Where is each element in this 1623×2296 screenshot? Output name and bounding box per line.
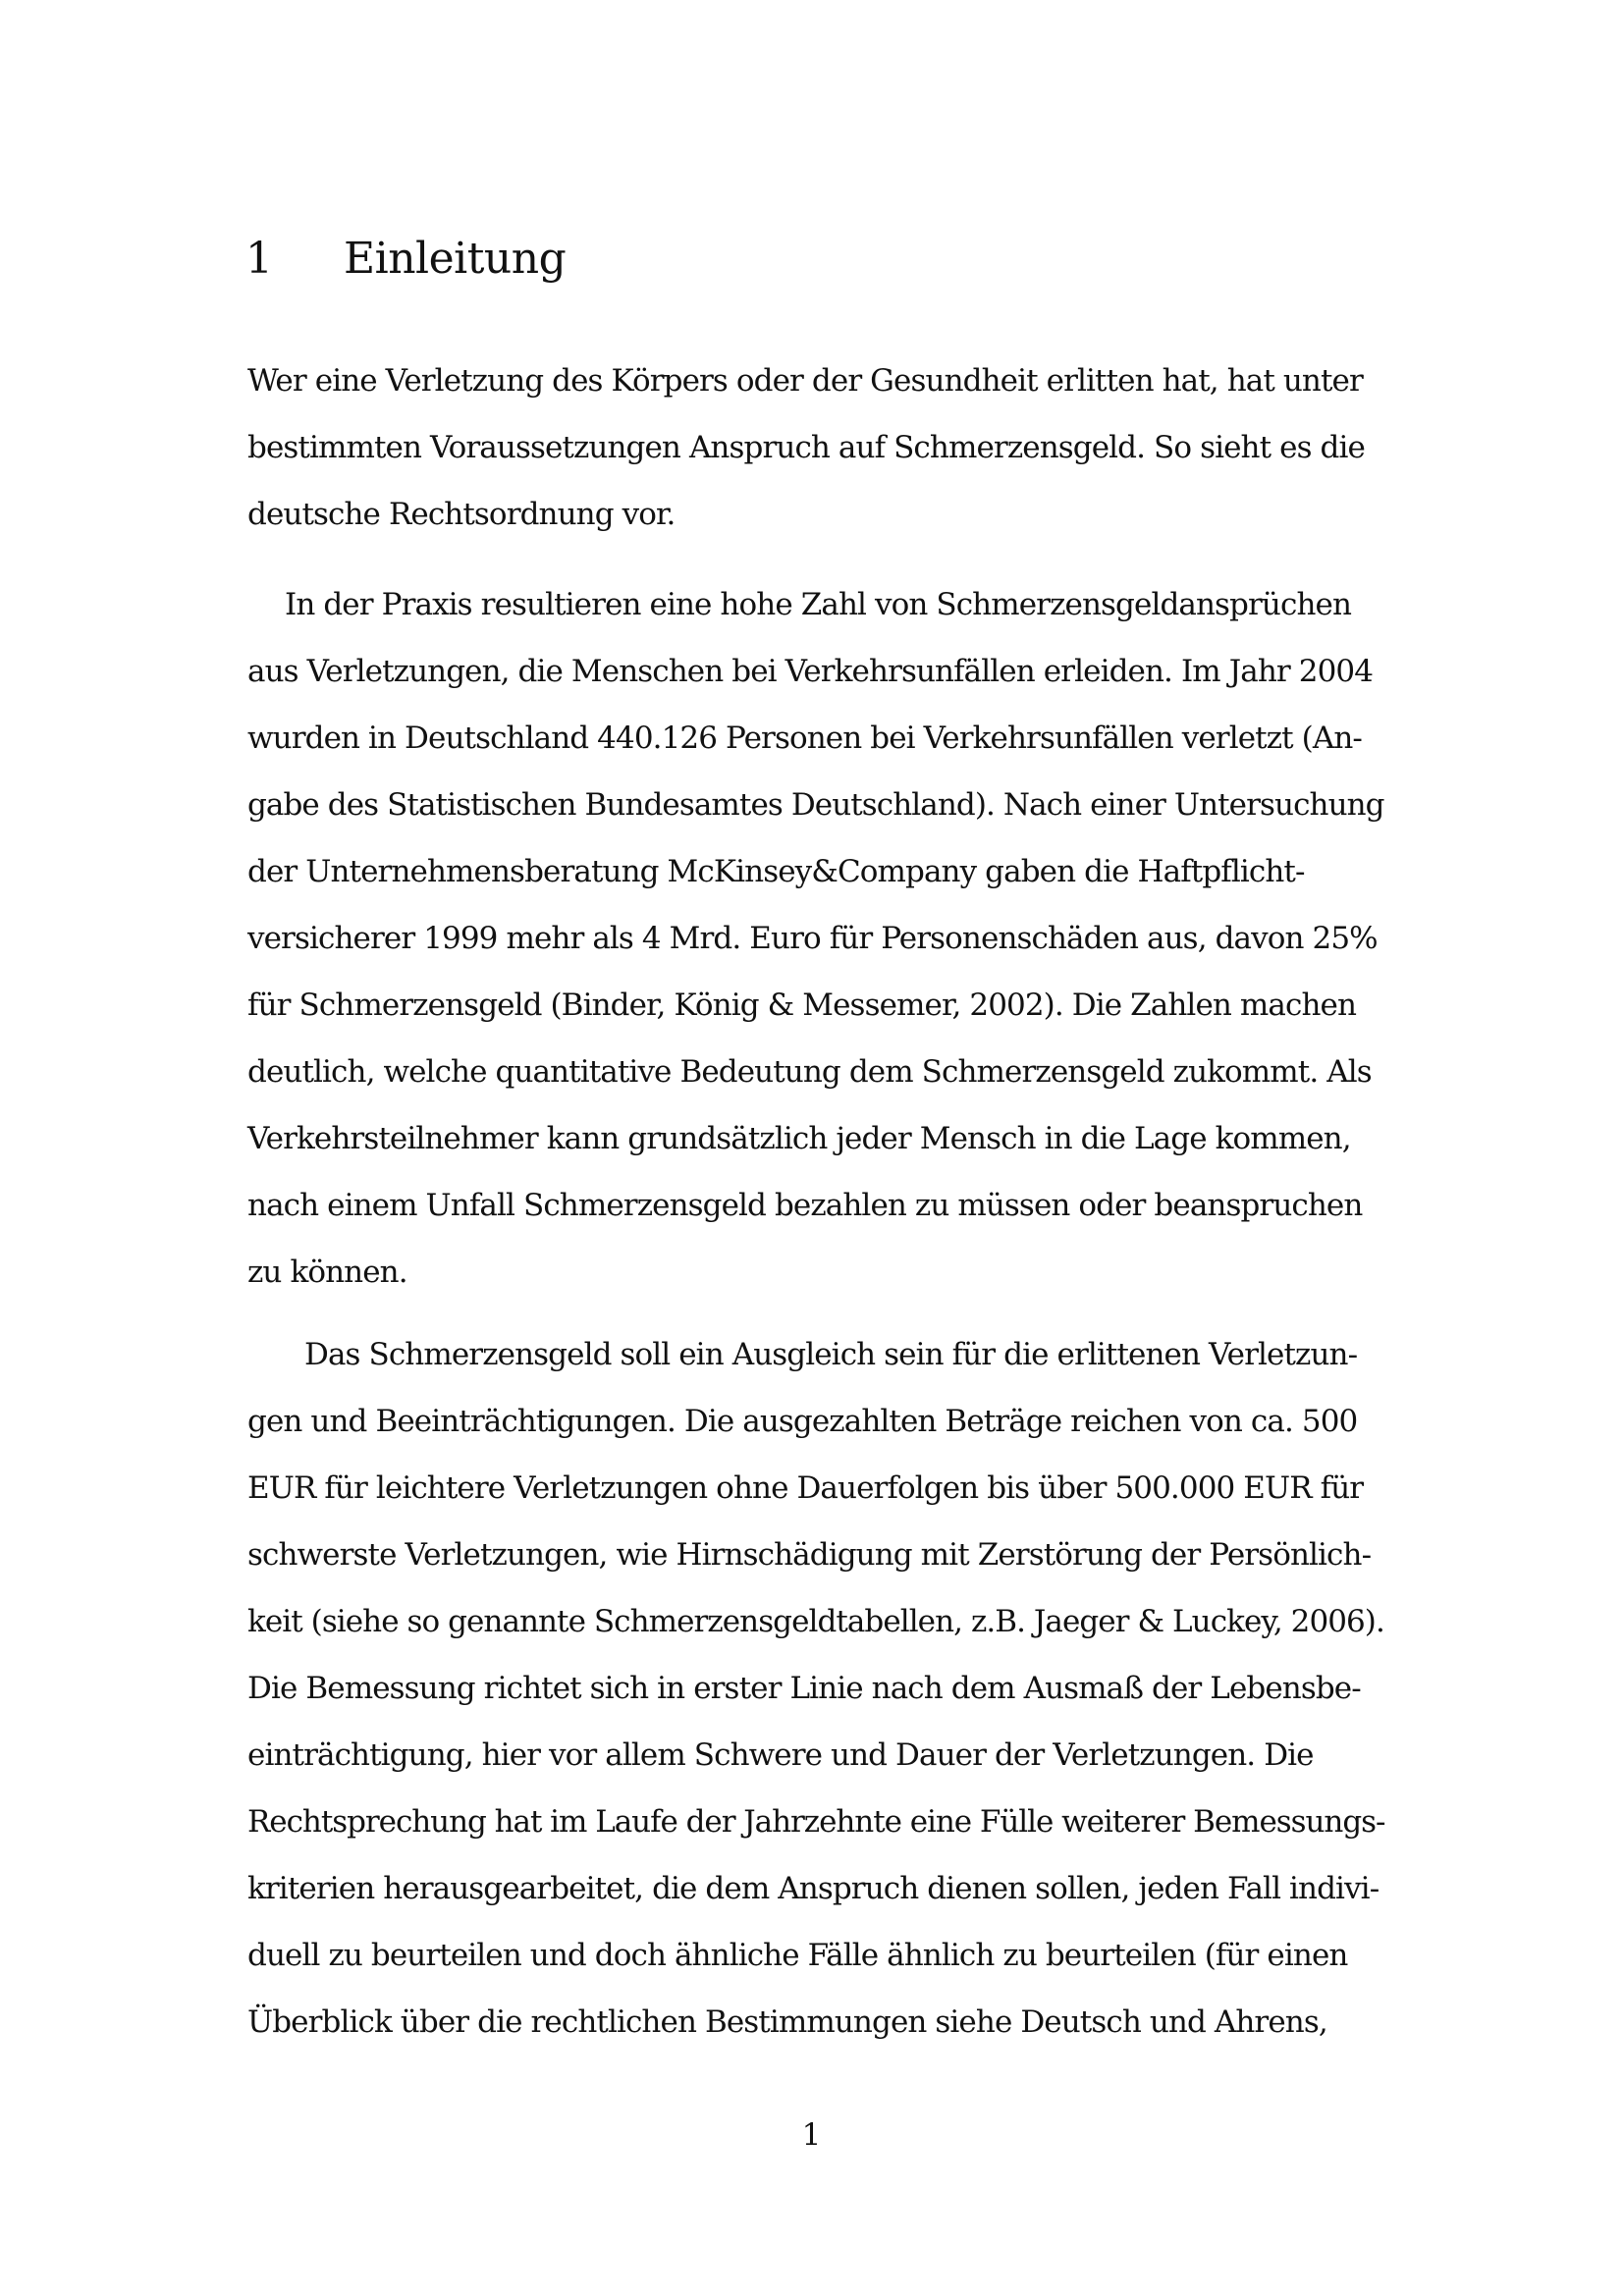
paragraph-1-line-1: Wer eine Verletzung des Körpers oder der Gesundheit erlitten hat, hat unter <box>247 363 1363 399</box>
paragraph-2-line-8: deutlich, welche quantitative Bedeutung dem Schmerzensgeld zukommt. Als <box>247 1054 1372 1090</box>
paragraph-3-line-4: schwerste Verletzungen, wie Hirnschädigung mit Zerstörung der Persönlich- <box>247 1537 1372 1573</box>
paragraph-3-line-9: kriterien herausgearbeitet, die dem Anspruch dienen sollen, jeden Fall indivi- <box>247 1871 1380 1906</box>
paragraph-2-line-11: zu können. <box>247 1255 407 1290</box>
paragraph-2-line-5: der Unternehmensberatung McKinsey&Company gaben die Haftpflicht- <box>247 854 1305 889</box>
paragraph-3-line-1: Das Schmerzensgeld soll ein Ausgleich sein für die erlittenen Verletzun- <box>304 1337 1358 1372</box>
paragraph-2-line-9: Verkehrsteilnehmer kann grundsätzlich jeder Mensch in die Lage kommen, <box>247 1121 1351 1156</box>
section-heading <box>245 234 566 284</box>
paragraph-2-line-6: versicherer 1999 mehr als 4 Mrd. Euro für Personenschäden aus, davon 25% <box>247 921 1378 956</box>
paragraph-3-line-3: EUR für leichtere Verletzungen ohne Dauerfolgen bis über 500.000 EUR für <box>247 1470 1364 1506</box>
section-number: 1 <box>245 234 273 284</box>
paragraph-3-line-2: gen und Beeinträchtigungen. Die ausgezahlten Beträge reichen von ca. 500 <box>247 1404 1358 1439</box>
paragraph-2-line-2: aus Verletzungen, die Menschen bei Verkehrsunfällen erleiden. Im Jahr 2004 <box>247 654 1374 689</box>
paragraph-3-line-5: keit (siehe so genannte Schmerzensgeldtabellen, z.B. Jaeger & Luckey, 2006). <box>247 1604 1384 1639</box>
paragraph-3-line-6: Die Bemessung richtet sich in erster Linie nach dem Ausmaß der Lebensbe- <box>247 1671 1361 1706</box>
paragraph-2-line-10: nach einem Unfall Schmerzensgeld bezahlen zu müssen oder beanspruchen <box>247 1188 1363 1223</box>
paragraph-3-line-10: duell zu beurteilen und doch ähnliche Fälle ähnlich zu beurteilen (für einen <box>247 1938 1348 1973</box>
paragraph-2-line-7: für Schmerzensgeld (Binder, König & Messemer, 2002). Die Zahlen machen <box>247 988 1357 1023</box>
paragraph-3-line-11: Überblick über die rechtlichen Bestimmungen siehe Deutsch und Ahrens, <box>247 2004 1327 2040</box>
paragraph-2-line-1: In der Praxis resultieren eine hohe Zahl von Schmerzensgeldansprüchen <box>285 587 1352 622</box>
paragraph-1-line-3: deutsche Rechtsordnung vor. <box>247 497 676 532</box>
paragraph-2-line-3: wurden in Deutschland 440.126 Personen bei Verkehrsunfällen verletzt (An- <box>247 721 1362 756</box>
section-title: Einleitung <box>344 234 567 284</box>
paragraph-3-line-7: einträchtigung, hier vor allem Schwere und Dauer der Verletzungen. Die <box>247 1737 1314 1773</box>
paragraph-3-line-8: Rechtsprechung hat im Laufe der Jahrzehnte eine Fülle weiterer Bemessungs- <box>247 1804 1385 1840</box>
paragraph-2-line-4: gabe des Statistischen Bundesamtes Deutschland). Nach einer Untersuchung <box>247 787 1384 823</box>
paragraph-1-line-2: bestimmten Voraussetzungen Anspruch auf Schmerzensgeld. So sieht es die <box>247 430 1365 465</box>
page-number: 1 <box>801 2117 822 2153</box>
